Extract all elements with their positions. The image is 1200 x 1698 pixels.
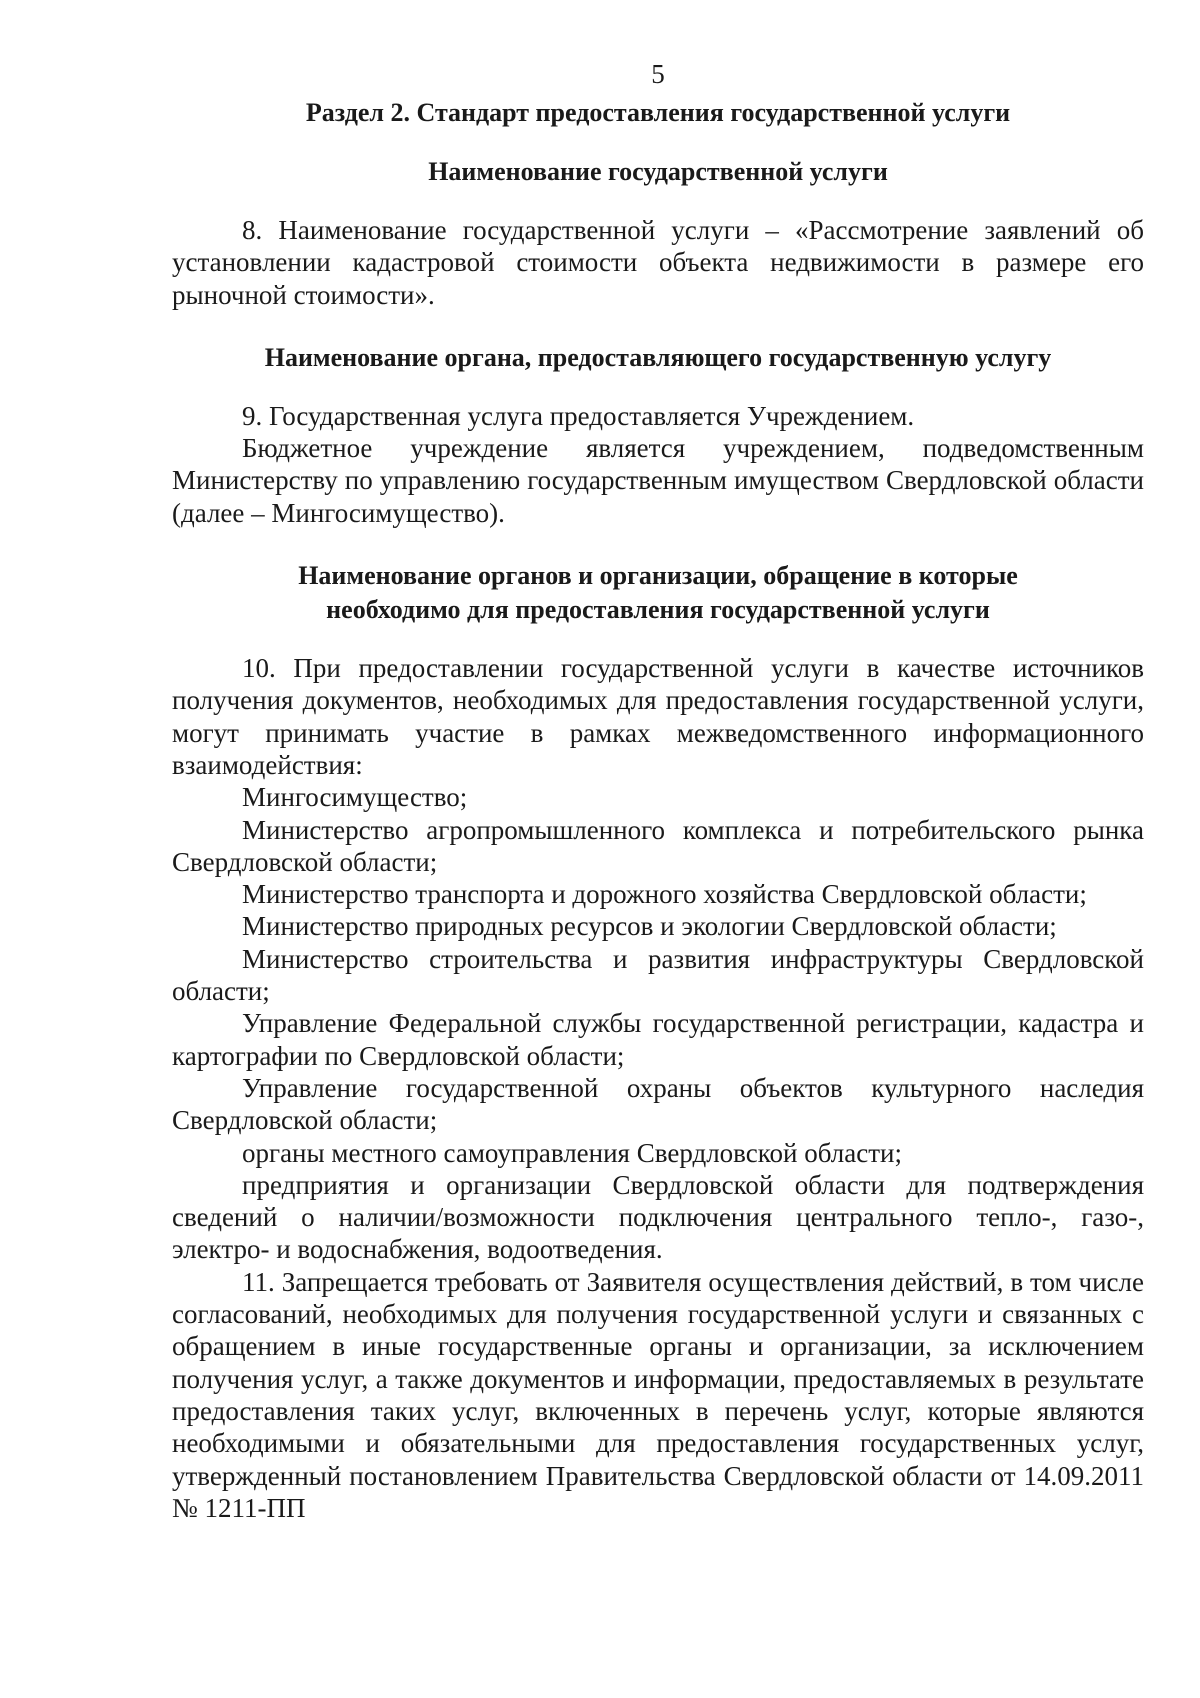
list-item: предприятия и организации Свердловской области для подтверждения сведений о наличии/возможности подключения центрального тепло-, газо-, электро- и водоснабжения, водоотведения. xyxy=(172,1169,1144,1265)
subheading-organizations-line-2: необходимо для предоставления государственной услуги xyxy=(326,595,990,625)
subheading-organizations-line-1: Наименование органов и организации, обращение в которые xyxy=(298,561,1018,591)
list-item: Министерство агропромышленного комплекса и потребительского рынка Свердловской области; xyxy=(172,814,1144,877)
subheading-authority: Наименование органа, предоставляющего государственную услугу xyxy=(264,342,1052,372)
paragraph-11: 11. Запрещается требовать от Заявителя осуществления действий, в том числе согласований, необходимых для получения государственной услуги и связанных с обращением в иные государственные органы и организации, за исключением получения услуг, а также документов и информации, предоставляемых в результате предоставления таких услуг, включенных в перечень услуг, которые являются необходимыми и обязательными для предоставления государственных услуг, утвержденный постановлением Правительства Свердловской области от 14.09.2011 № 1211-ПП xyxy=(172,1266,1144,1523)
paragraph-9-continued: Бюджетное учреждение является учреждением, подведомственным Министерству по управлению государственным имуществом Свердловской области (далее – Мингосимущество). xyxy=(172,433,1144,528)
subheading-service-name: Наименование государственной услуги xyxy=(428,157,888,186)
document-page xyxy=(172,58,1144,1524)
list-item: Мингосимущество; xyxy=(242,782,468,813)
paragraph-8: 8. Наименование государственной услуги – «Рассмотрение заявлений об установлении кадастровой стоимости объекта недвижимости в размере его рыночной стоимости». xyxy=(172,215,1144,310)
list-item: Министерство строительства и развития инфраструктуры Свердловской области; xyxy=(172,943,1144,1007)
page-number: 5 xyxy=(651,59,665,89)
list-item: Управление государственной охраны объектов культурного наследия Свердловской области; xyxy=(172,1072,1144,1136)
paragraph-9: 9. Государственная услуга предоставляется Учреждением. xyxy=(242,400,915,431)
list-item: Управление Федеральной службы государственной регистрации, кадастра и картографии по Свердловской области; xyxy=(172,1008,1144,1071)
section-heading: Раздел 2. Стандарт предоставления государственной услуги xyxy=(305,98,1011,127)
list-item: органы местного самоуправления Свердловской области; xyxy=(242,1137,902,1168)
paragraph-10: 10. При предоставлении государственной услуги в качестве источников получения документов, необходимых для предоставления государственной услуги, могут принимать участие в рамках межведомственного информационного взаимодействия: xyxy=(172,653,1144,780)
list-item: Министерство транспорта и дорожного хозяйства Свердловской области; xyxy=(242,879,1087,910)
list-item: Министерство природных ресурсов и экологии Свердловской области; xyxy=(242,911,1057,942)
